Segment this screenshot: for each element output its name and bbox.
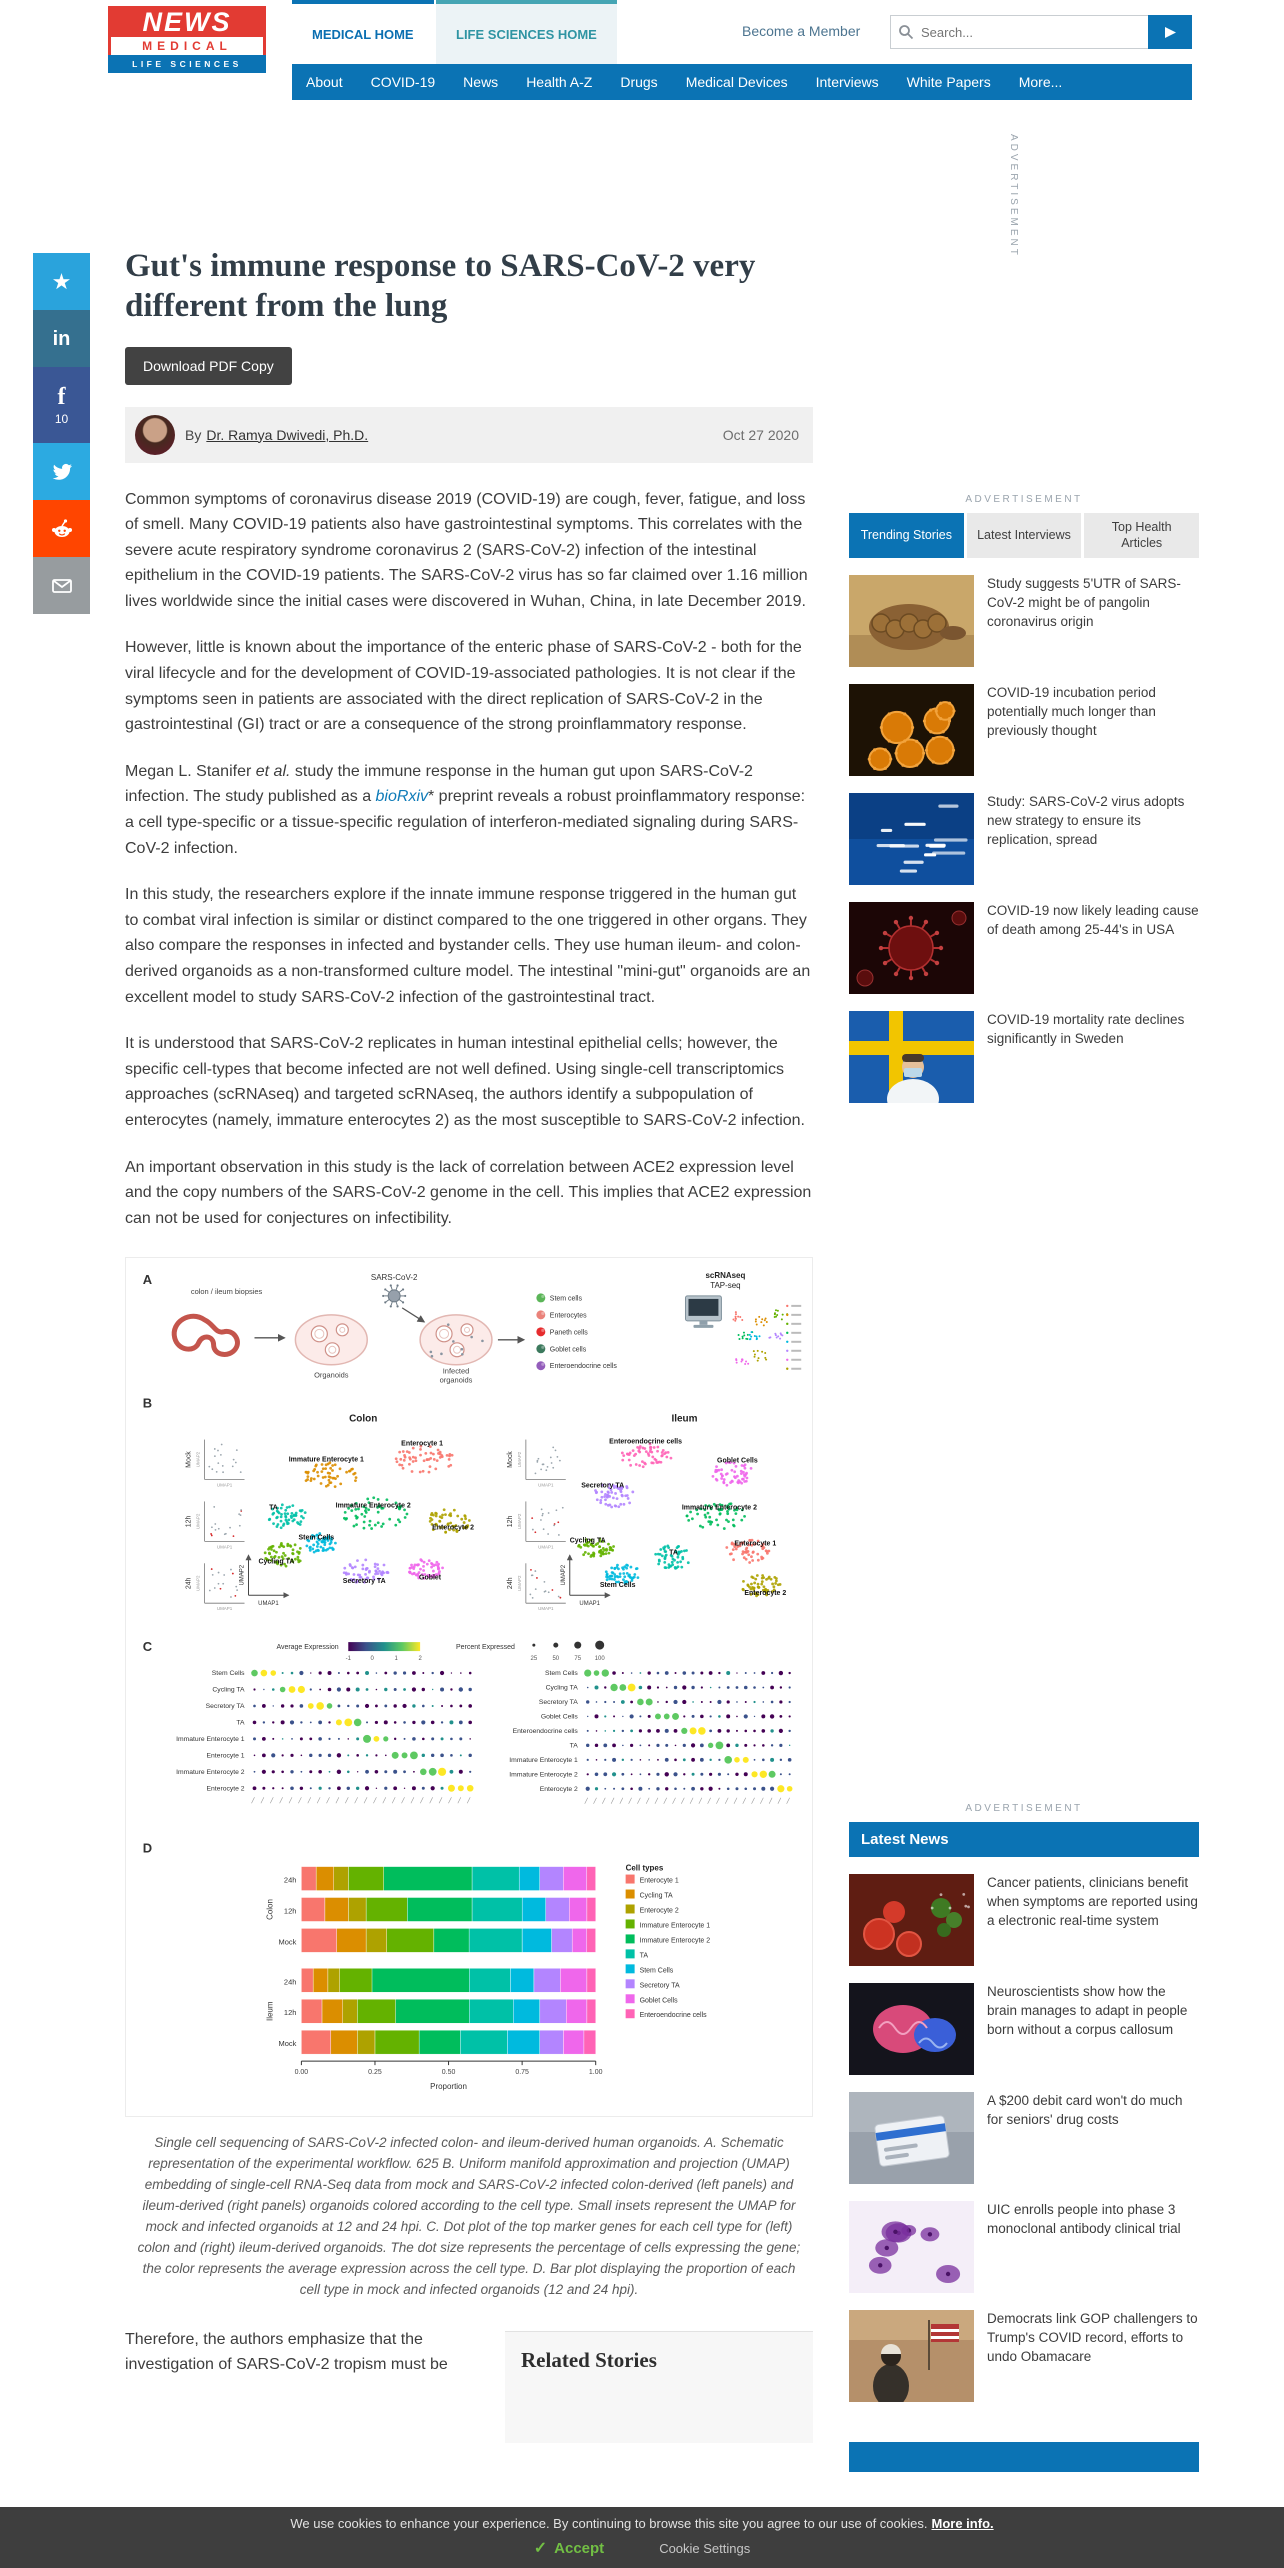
article-title: Gut's immune response to SARS-CoV-2 very different from the lung xyxy=(125,248,756,325)
svg-text:UMAP2: UMAP2 xyxy=(516,1514,522,1530)
figure-caption: Single cell sequencing of SARS-CoV-2 infected colon- and ileum-derived human organoids. A. Schematic representation of the experimental workflow. 625 B. Uniform manifold approximation and projection (UMAP) embedding of single-cell RNA-Seq data from mock and SARS-CoV-2 infected colon-derived (left panels) and ileum-derived (right panels) organoids colored according to the cell type. Small insets represent the UMAP for mock and infected organoids at 12 and 24 hpi. C. Dot plot of the top marker genes for each cell type for (left) colon and (right) ileum-derived organoids. The dot size represents the percentage of cells expressing the gene; the color represents the average expression across the cell type. D. Bar plot displaying the proportion of each cell type in mock and infected organoids (12 and 24 hpi). xyxy=(137,2135,801,2297)
related-stories-box xyxy=(505,2331,813,2443)
linkedin-icon: in xyxy=(52,327,71,350)
latest-news-item[interactable] xyxy=(849,2092,1199,2184)
become-member-link[interactable]: Become a Member xyxy=(742,23,861,39)
author-link[interactable]: Dr. Ramya Dwivedi, Ph.D. xyxy=(206,426,369,443)
svg-text:Enteroendocrine cells: Enteroendocrine cells xyxy=(639,2012,707,2020)
advertisement-label: ADVERTISEMENT xyxy=(965,494,1083,505)
download-pdf-button[interactable]: Download PDF Copy xyxy=(125,347,292,385)
latest-news-thumbnail xyxy=(849,2310,974,2402)
check-icon: ✓ xyxy=(533,2540,548,2557)
facebook-icon: f xyxy=(57,383,66,410)
svg-text:TA: TA xyxy=(569,1742,578,1750)
logo-text-medical: MEDICAL xyxy=(108,37,266,55)
thumbnail-virus-orange-image xyxy=(849,684,974,776)
svg-text:Mock: Mock xyxy=(506,1451,514,1469)
cookie-message: We use cookies to enhance your experience. By continuing to browse this site you agree to our use of cookies. xyxy=(290,2516,928,2531)
text-segment: * preprint reveals a robust proinflammatory response: a cell type-specific or a tissue-specific regulation of interferon-mediated signaling during SARS-CoV-2 infection. xyxy=(125,788,806,857)
nav-item-white-papers[interactable]: White Papers xyxy=(906,74,991,90)
svg-text:colon / ileum biopsies: colon / ileum biopsies xyxy=(190,1287,263,1297)
svg-text:UMAP1: UMAP1 xyxy=(579,1601,601,1608)
text-segment: study the immune response in the human gut upon SARS-CoV-2 infection. The study published as a xyxy=(125,762,753,806)
social-share-bar xyxy=(33,253,90,614)
svg-text:Enterocyte 2: Enterocyte 2 xyxy=(744,1590,787,1598)
advertisement-label-vertical: ADVERTISEMENT xyxy=(1008,134,1019,258)
svg-text:Stem Cells: Stem Cells xyxy=(639,1967,674,1975)
reddit-share-button[interactable] xyxy=(33,500,90,557)
svg-text:Organoids: Organoids xyxy=(314,1371,349,1381)
svg-text:Goblet: Goblet xyxy=(419,1574,442,1582)
related-stories-heading: Related Stories xyxy=(521,2347,657,2372)
trending-story-item[interactable] xyxy=(849,1011,1199,1103)
thumbnail-flag-people-image xyxy=(849,2310,974,2402)
nav-item-interviews[interactable]: Interviews xyxy=(815,74,879,90)
svg-text:Enterocyte 2: Enterocyte 2 xyxy=(539,1786,578,1794)
svg-text:organoids: organoids xyxy=(439,1376,473,1386)
latest-news-title: Cancer patients, clinicians benefit when symptoms are reported using a electronic real-time system xyxy=(987,1875,1198,1929)
latest-news-thumbnail xyxy=(849,1874,974,1966)
accept-label: Accept xyxy=(554,2539,605,2557)
svg-text:Mock: Mock xyxy=(185,1451,193,1469)
article-body xyxy=(125,487,813,1232)
latest-news-item[interactable] xyxy=(849,1874,1199,1966)
svg-text:Enterocyte 1: Enterocyte 1 xyxy=(639,1877,679,1885)
sidebar-widget-bar xyxy=(849,2442,1199,2472)
svg-text:Stem cells: Stem cells xyxy=(549,1295,582,1303)
svg-text:Cycling TA: Cycling TA xyxy=(639,1892,673,1900)
svg-text:Enterocyte 1: Enterocyte 1 xyxy=(206,1752,245,1760)
nav-item-more[interactable]: More... xyxy=(1018,74,1063,90)
trending-story-thumbnail xyxy=(849,902,974,994)
svg-text:UMAP1: UMAP1 xyxy=(216,1606,233,1612)
trending-story-item[interactable] xyxy=(849,575,1199,667)
search-input[interactable] xyxy=(890,15,1148,49)
svg-text:24h: 24h xyxy=(283,1977,297,1987)
svg-text:UMAP2: UMAP2 xyxy=(239,1565,246,1586)
cookie-accept-button[interactable] xyxy=(534,2538,604,2558)
svg-text:0.75: 0.75 xyxy=(515,2069,529,2077)
svg-text:Secretory TA: Secretory TA xyxy=(538,1699,578,1707)
svg-text:Immature Enterocyte 1: Immature Enterocyte 1 xyxy=(639,1922,711,1930)
cookie-more-info-link[interactable]: More info. xyxy=(931,2516,994,2531)
svg-text:Percent Expressed: Percent Expressed xyxy=(456,1644,515,1652)
thumbnail-wordcloud-blue-image xyxy=(849,793,974,885)
svg-text:Enterocytes: Enterocytes xyxy=(549,1312,587,1320)
svg-text:Immature Enterocyte 2: Immature Enterocyte 2 xyxy=(176,1769,245,1777)
svg-text:UMAP2: UMAP2 xyxy=(516,1575,522,1592)
svg-text:Goblet cells: Goblet cells xyxy=(549,1346,587,1354)
byline-prefix: By xyxy=(185,426,202,443)
thumbnail-virus-red-image xyxy=(849,902,974,994)
biorxiv-link[interactable]: bioRxiv xyxy=(375,788,428,806)
svg-text:25: 25 xyxy=(530,1656,538,1663)
svg-text:TAP-seq: TAP-seq xyxy=(710,1281,741,1291)
svg-text:2: 2 xyxy=(418,1656,422,1663)
thumbnail-card-image xyxy=(849,2092,974,2184)
cookie-settings-button[interactable]: Cookie Settings xyxy=(659,2540,751,2556)
svg-text:Cycling TA: Cycling TA xyxy=(545,1684,578,1692)
trending-story-title: COVID-19 incubation period potentially much longer than previously thought xyxy=(987,685,1156,739)
svg-text:UMAP1: UMAP1 xyxy=(216,1482,233,1488)
content-columns xyxy=(125,100,1199,2472)
byline-bar xyxy=(125,407,813,463)
svg-text:SARS-CoV-2: SARS-CoV-2 xyxy=(370,1273,418,1283)
svg-text:Colon: Colon xyxy=(349,1413,378,1425)
facebook-share-button[interactable] xyxy=(33,367,90,443)
latest-news-thumbnail xyxy=(849,2092,974,2184)
svg-text:0: 0 xyxy=(370,1656,374,1663)
svg-text:TA: TA xyxy=(669,1549,678,1557)
main-nav xyxy=(292,64,1192,100)
text-segment: et al. xyxy=(255,762,291,780)
nav-item-drugs[interactable]: Drugs xyxy=(620,74,658,90)
svg-text:0.00: 0.00 xyxy=(294,2069,309,2077)
article-date: Oct 27 2020 xyxy=(722,426,799,443)
search-arrow-icon xyxy=(1165,27,1176,38)
author-avatar[interactable] xyxy=(135,415,175,455)
article-paragraph xyxy=(125,487,813,615)
svg-text:Secretory TA: Secretory TA xyxy=(205,1703,245,1711)
latest-news-item[interactable] xyxy=(849,2310,1199,2402)
svg-text:Cycling TA: Cycling TA xyxy=(212,1686,245,1694)
tab-life-sciences-home[interactable]: LIFE SCIENCES HOME xyxy=(436,0,617,64)
svg-text:Cycling TA: Cycling TA xyxy=(258,1558,295,1566)
advertisement-label: ADVERTISEMENT xyxy=(965,1803,1083,1815)
logo-text-life-sciences: LIFE SCIENCES xyxy=(108,55,266,73)
svg-text:Immature Enterocyte 1: Immature Enterocyte 1 xyxy=(176,1736,245,1744)
closing-paragraph: Therefore, the authors emphasize that the investigation of SARS-CoV-2 tropism must be xyxy=(125,2330,448,2374)
svg-text:D: D xyxy=(142,1840,153,1856)
svg-text:Immature Enterocyte 2: Immature Enterocyte 2 xyxy=(639,1937,711,1945)
thumbnail-brain-image xyxy=(849,1983,974,2075)
svg-text:Immature Enterocyte 1: Immature Enterocyte 1 xyxy=(288,1456,364,1464)
svg-text:Stem Cells: Stem Cells xyxy=(545,1670,578,1678)
thumbnail-cells-purple-image xyxy=(849,2201,974,2293)
svg-text:TA: TA xyxy=(639,1952,648,1960)
text-segment: However, little is known about the importance of the enteric phase of SARS-CoV-2 - both for the viral lifecycle and for the development of COVID-19-associated pathologies. It is not clear if the symptoms seen in patients are associated with the direct replication of SARS-CoV-2 in the gastrointestinal (GI) tract or are a consequence of the strong proinflammatory response. xyxy=(125,639,802,734)
linkedin-share-button[interactable] xyxy=(33,310,90,367)
article-figure xyxy=(125,1257,813,2117)
search-icon xyxy=(898,24,914,40)
svg-text:UMAP1: UMAP1 xyxy=(538,1482,554,1488)
svg-text:UMAP2: UMAP2 xyxy=(195,1514,201,1530)
nav-item-news[interactable]: News xyxy=(463,74,499,90)
svg-text:Ileum: Ileum xyxy=(265,2001,275,2022)
star-icon: ★ xyxy=(51,268,72,294)
article-paragraph xyxy=(125,759,813,861)
svg-text:scRNAseq: scRNAseq xyxy=(705,1271,746,1281)
nav-item-covid-19[interactable]: COVID-19 xyxy=(370,74,436,90)
facebook-share-count: 10 xyxy=(54,411,69,426)
svg-text:Immature Enterocyte 2: Immature Enterocyte 2 xyxy=(509,1771,578,1779)
svg-text:Immature Enterocyte 1: Immature Enterocyte 1 xyxy=(509,1757,578,1765)
tab-trending-stories[interactable]: Trending Stories xyxy=(849,513,964,558)
svg-text:Enterocyte 1: Enterocyte 1 xyxy=(401,1440,444,1448)
article-paragraph xyxy=(125,1155,813,1232)
site-logo[interactable] xyxy=(108,6,266,73)
svg-text:Mock: Mock xyxy=(278,2039,297,2049)
latest-news-thumbnail xyxy=(849,1983,974,2075)
svg-text:Enteroendocrine cells: Enteroendocrine cells xyxy=(609,1438,682,1446)
figure-image[interactable] xyxy=(126,1258,812,2116)
latest-news-thumbnail xyxy=(849,2201,974,2293)
twitter-share-button[interactable] xyxy=(33,443,90,500)
svg-text:Secretory TA: Secretory TA xyxy=(342,1578,386,1586)
svg-text:Goblet Cells: Goblet Cells xyxy=(717,1457,758,1465)
text-segment: Common symptoms of coronavirus disease 2019 (COVID-19) are cough, fever, fatigue, and loss of smell. Many COVID-19 patients also have gastrointestinal symptoms. This correlates with the severe acute respiratory syndrome coronavirus 2 (SARS-CoV-2) infection of the intestinal epithelium in the COVID-19 patients. The SARS-CoV-2 virus has so far claimed over 1.16 million lives worldwide since the initial cases were discovered in Wuhan, China, in late December 2019. xyxy=(125,490,808,610)
svg-text:-1: -1 xyxy=(345,1656,351,1663)
svg-text:Paneth cells: Paneth cells xyxy=(549,1329,588,1337)
email-icon xyxy=(50,574,74,598)
svg-text:UMAP1: UMAP1 xyxy=(538,1606,554,1612)
trending-story-thumbnail xyxy=(849,575,974,667)
latest-news-heading: Latest News xyxy=(849,1822,1199,1857)
article-column xyxy=(125,246,813,2472)
article-paragraph xyxy=(125,1031,813,1133)
svg-text:Cell types: Cell types xyxy=(625,1863,664,1873)
cookie-banner xyxy=(0,2507,1284,2568)
svg-text:0.25: 0.25 xyxy=(368,2069,382,2077)
site-header xyxy=(0,0,1284,70)
svg-text:1.00: 1.00 xyxy=(588,2069,603,2077)
svg-text:24h: 24h xyxy=(185,1577,193,1590)
svg-text:Enteroendocrine cells: Enteroendocrine cells xyxy=(512,1728,578,1736)
svg-text:Stem Cells: Stem Cells xyxy=(599,1582,636,1590)
svg-text:Infected: Infected xyxy=(442,1367,470,1377)
sidebar-column xyxy=(849,246,1199,2472)
thumbnail-sweden-doctor-image xyxy=(849,1011,974,1103)
tab-latest-interviews[interactable]: Latest Interviews xyxy=(967,513,1082,558)
trending-story-item[interactable] xyxy=(849,902,1199,994)
tab-top-health-articles[interactable]: Top Health Articles xyxy=(1084,513,1199,558)
svg-text:Colon: Colon xyxy=(265,1899,275,1921)
svg-text:24h: 24h xyxy=(283,1875,297,1885)
trending-story-title: Study suggests 5'UTR of SARS-CoV-2 might be of pangolin coronavirus origin xyxy=(987,576,1181,630)
latest-news-title: Democrats link GOP challengers to Trump's COVID record, efforts to undo Obamacare xyxy=(987,2311,1198,2365)
svg-text:UMAP1: UMAP1 xyxy=(216,1544,233,1550)
article-paragraph xyxy=(125,635,813,737)
svg-text:Enterocyte 2: Enterocyte 2 xyxy=(432,1524,474,1532)
latest-news-item[interactable] xyxy=(849,1983,1199,2075)
svg-text:1: 1 xyxy=(394,1656,398,1663)
svg-text:Goblet Cells: Goblet Cells xyxy=(540,1713,578,1721)
svg-text:75: 75 xyxy=(574,1656,582,1663)
latest-news-title: A $200 debit card won't do much for seniors' drug costs xyxy=(987,2093,1183,2128)
thumbnail-pangolin-image xyxy=(849,575,974,667)
svg-text:0.50: 0.50 xyxy=(441,2069,456,2077)
svg-text:Proportion: Proportion xyxy=(430,2082,467,2092)
svg-text:Secretory TA: Secretory TA xyxy=(581,1482,625,1490)
search-submit-button[interactable] xyxy=(1148,15,1192,49)
nav-item-about[interactable]: About xyxy=(306,74,343,90)
svg-text:TA: TA xyxy=(236,1719,245,1727)
svg-text:Secretory TA: Secretory TA xyxy=(639,1982,680,1990)
sidebar-tabs xyxy=(849,513,1199,558)
svg-text:24h: 24h xyxy=(506,1577,514,1590)
svg-text:Stem Cells: Stem Cells xyxy=(298,1534,335,1542)
svg-text:TA: TA xyxy=(269,1504,278,1512)
svg-text:Average Expression: Average Expression xyxy=(276,1644,339,1652)
latest-news-list xyxy=(849,1874,1199,2402)
svg-text:UMAP2: UMAP2 xyxy=(560,1565,567,1586)
text-segment: Megan L. Stanifer xyxy=(125,762,256,780)
trending-story-item[interactable] xyxy=(849,684,1199,776)
svg-text:50: 50 xyxy=(552,1656,560,1663)
thumbnail-food-image xyxy=(849,1874,974,1966)
svg-text:12h: 12h xyxy=(283,2008,297,2018)
text-segment: An important observation in this study is the lack of correlation between ACE2 expression level and the copy numbers of the SARS-CoV-2 genome in the cell. This implies that ACE2 expression can not be used for conjectures on infectibility. xyxy=(125,1158,812,1227)
nav-item-health-a-z[interactable]: Health A-Z xyxy=(526,74,593,90)
trending-story-title: Study: SARS-CoV-2 virus adopts new strategy to ensure its replication, spread xyxy=(987,794,1185,848)
svg-text:C: C xyxy=(142,1639,153,1655)
nav-item-medical-devices[interactable]: Medical Devices xyxy=(685,74,788,90)
tab-medical-home[interactable]: MEDICAL HOME xyxy=(292,0,434,64)
reddit-icon xyxy=(50,517,74,541)
svg-text:Enteroendocrine cells: Enteroendocrine cells xyxy=(549,1363,617,1371)
trending-story-title: COVID-19 mortality rate declines significantly in Sweden xyxy=(987,1012,1185,1047)
svg-text:Enterocyte 2: Enterocyte 2 xyxy=(206,1785,245,1793)
svg-text:12h: 12h xyxy=(185,1515,193,1528)
svg-text:Ileum: Ileum xyxy=(671,1413,698,1425)
search-box xyxy=(890,15,1192,49)
trending-story-thumbnail xyxy=(849,793,974,885)
trending-story-item[interactable] xyxy=(849,793,1199,885)
svg-text:UMAP1: UMAP1 xyxy=(538,1544,554,1550)
closing-section xyxy=(125,2327,813,2455)
trending-story-title: COVID-19 now likely leading cause of death among 25-44's in USA xyxy=(987,903,1199,938)
svg-text:Goblet Cells: Goblet Cells xyxy=(639,1997,678,2005)
svg-text:Enterocyte 1: Enterocyte 1 xyxy=(734,1540,777,1548)
text-segment: In this study, the researchers explore if the innate immune response triggered in the human gut to combat viral infection is similar or distinct compared to the one triggered in other organs. They also compare the responses in infected and bystander cells. They use human ileum- and colon-derived organoids as a non-transformed culture model. The intestinal "mini-gut" organoids are an excellent model to study SARS-CoV-2 infection of the gastrointestinal tract. xyxy=(125,886,811,1006)
svg-text:Mock: Mock xyxy=(278,1937,297,1947)
svg-text:A: A xyxy=(142,1272,153,1288)
latest-news-title: UIC enrolls people into phase 3 monoclonal antibody clinical trial xyxy=(987,2202,1181,2237)
trending-stories-list xyxy=(849,575,1199,1103)
svg-text:12h: 12h xyxy=(283,1906,297,1916)
twitter-icon xyxy=(50,460,74,484)
svg-text:Cycling TA: Cycling TA xyxy=(569,1537,606,1545)
logo-text-news: NEWS xyxy=(108,6,266,37)
bookmark-star-button[interactable] xyxy=(33,253,90,310)
svg-text:Enterocyte 2: Enterocyte 2 xyxy=(639,1907,679,1915)
svg-text:Immature Enterocyte 2: Immature Enterocyte 2 xyxy=(335,1502,411,1510)
latest-news-item[interactable] xyxy=(849,2201,1199,2293)
svg-text:UMAP2: UMAP2 xyxy=(195,1452,201,1468)
trending-story-thumbnail xyxy=(849,1011,974,1103)
email-share-button[interactable] xyxy=(33,557,90,614)
svg-text:12h: 12h xyxy=(506,1515,514,1528)
svg-text:B: B xyxy=(142,1395,153,1411)
svg-text:UMAP2: UMAP2 xyxy=(195,1575,201,1592)
svg-text:Stem Cells: Stem Cells xyxy=(211,1670,245,1678)
latest-news-title: Neuroscientists show how the brain manages to adapt in people born without a corpus callosum xyxy=(987,1984,1188,2038)
text-segment: It is understood that SARS-CoV-2 replicates in human intestinal epithelial cells; however, the specific cell-types that become infected are not well defined. Using single-cell transcriptomics approaches (scRNAseq) and targeted scRNAseq, the authors identify a subpopulation of enterocytes (namely, immature enterocytes 2) as the most susceptible to SARS-CoV-2 infection. xyxy=(125,1035,805,1129)
svg-text:UMAP1: UMAP1 xyxy=(258,1601,279,1608)
svg-text:Immature Enterocyte 2: Immature Enterocyte 2 xyxy=(681,1504,757,1512)
article-paragraph xyxy=(125,882,813,1010)
trending-story-thumbnail xyxy=(849,684,974,776)
svg-text:UMAP2: UMAP2 xyxy=(516,1452,522,1468)
svg-text:100: 100 xyxy=(594,1656,605,1663)
